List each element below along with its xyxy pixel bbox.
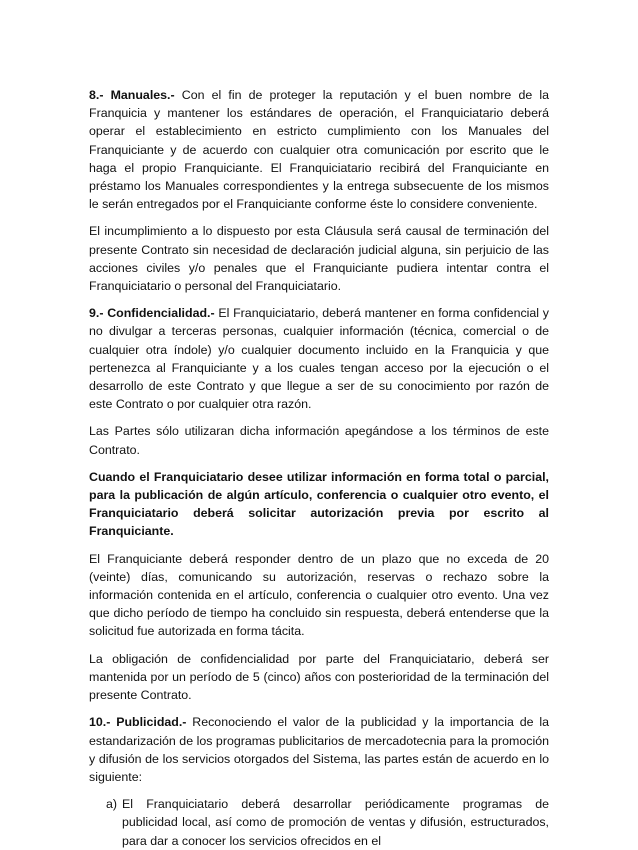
- list-item-text: El Franquiciatario deberá desarrollar periódicamente programas de publicidad local, así como de promoción de ventas y difusión, estructurados, para dar a conocer los servicios ofrecidos en el: [122, 797, 549, 848]
- list-marker: a): [106, 797, 118, 812]
- clause-9-confidencialidad: [89, 304, 549, 413]
- clause-9-usage-paragraph: Las Partes sólo utilizaran dicha información apegándose a los términos de este Contrato.: [89, 424, 549, 457]
- clause-text: Reconociendo el valor de la publicidad y la importancia de la estandarización de los programas publicitarios de mercadotecnia para la promoción y difusión de los servicios otorgados del Sistema, las partes están de acuerdo en lo siguiente:: [89, 715, 549, 784]
- clause-9-duration-paragraph: La obligación de confidencialidad por parte del Franquiciatario, deberá ser mantenida por un período de 5 (cinco) años con posterioridad de la terminación del presente Contrato.: [89, 651, 549, 703]
- document-page: [89, 86, 549, 850]
- clause-text: El Franquiciatario, deberá mantener en forma confidencial y no divulgar a terceras personas, cualquier información (técnica, comercial o de cualquier otra índole) y/o cualquier documento incluido en la Franquicia y que pertenezca al Franquiciante y a los cuales tengan acceso por la ejecución o el desarrollo de este Contrato y que llegue a ser de su conocimiento por razón de este Contrato o por cualquier otra razón.: [89, 306, 549, 412]
- clause-9-response-paragraph: El Franquiciante deberá responder dentro de un plazo que no exceda de 20 (veinte) días, comunicando su autorización, reservas o rechazo sobre la información contenida en el artículo, conferencia o cualquier otro evento. Una vez que dicho período de tiempo ha concluido sin respuesta, deberá entenderse que la solicitud fue autorizada en forma tácita.: [89, 551, 549, 639]
- clause-10-publicidad: [89, 713, 549, 786]
- publicidad-list: [89, 795, 549, 850]
- clause-heading: 9.- Confidencialidad.-: [89, 306, 215, 321]
- clause-9-authorization-paragraph: Cuando el Franquiciatario desee utilizar información en forma total o parcial, para la publicación de algún artículo, conferencia o cualquier otro evento, el Franquiciatario deberá solicitar autorización previa por escrito al Franquiciante.: [89, 469, 549, 539]
- list-item: [89, 795, 549, 850]
- clause-text: Con el fin de proteger la reputación y el buen nombre de la Franquicia y mantener los estándares de operación, el Franquiciatario deberá operar el establecimiento en estricto cumplimiento con los Manuales del Franquiciante y de acuerdo con cualquier otra comunicación por escrito que le haga el propio Franquiciante. El Franquiciatario recibirá del Franquiciante en préstamo los Manuales correspondientes y la entrega subsecuente de los mismos le serán entregados por el Franquiciante conforme éste lo considere conveniente.: [89, 88, 549, 212]
- clause-heading: 8.- Manuales.-: [89, 88, 175, 102]
- clause-8-manuales: [89, 86, 549, 213]
- clause-8-termination-paragraph: El incumplimiento a lo dispuesto por esta Cláusula será causal de terminación del presente Contrato sin necesidad de declaración judicial alguna, sin perjuicio de las acciones civiles y/o penales que el Franquiciante pudiera intentar contra el Franquiciatario o personal del Franquiciatario.: [89, 224, 549, 294]
- clause-heading: 10.- Publicidad.-: [89, 715, 187, 730]
